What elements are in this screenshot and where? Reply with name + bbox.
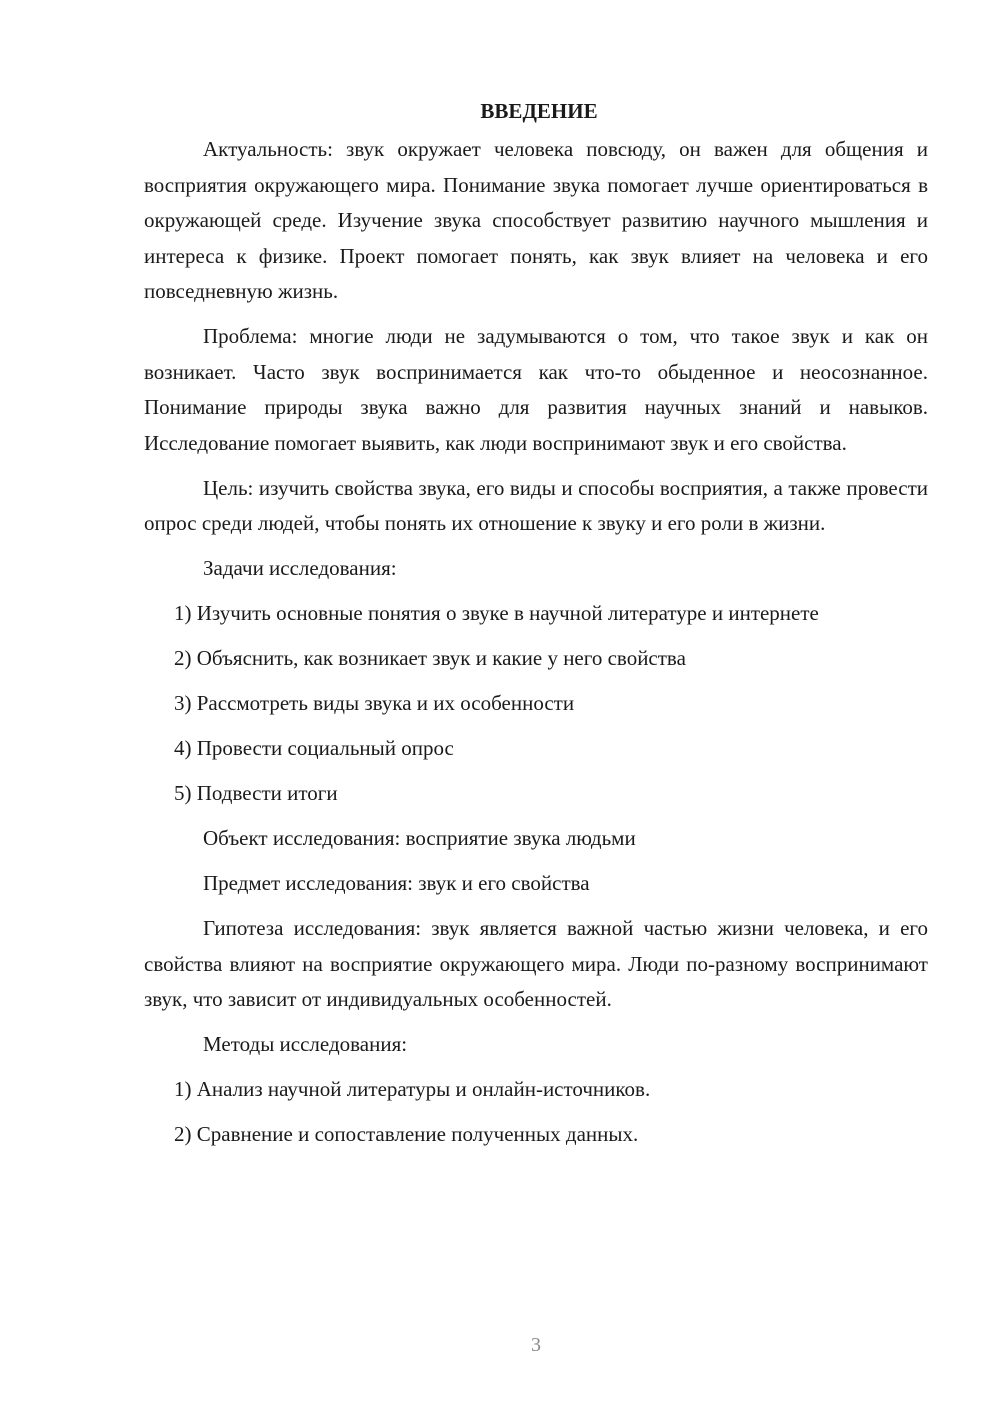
method-item-1: 1) Анализ научной литературы и онлайн-источников.	[174, 1077, 651, 1101]
task-item-2: 2) Объяснить, как возникает звук и какие у него свойства	[174, 646, 686, 670]
page-number: 3	[531, 1334, 541, 1356]
section-title: ВВЕДЕНИЕ	[480, 99, 598, 123]
tasks-heading: Задачи исследования:	[203, 556, 397, 580]
paragraph-goal: Цель: изучить свойства звука, его виды и способы восприятия, а также провести опрос среди людей, чтобы понять их отношение к звуку и его роли в жизни.	[144, 475, 928, 535]
task-item-4: 4) Провести социальный опрос	[174, 736, 454, 760]
task-item-1: 1) Изучить основные понятия о звуке в научной литературе и интернете	[174, 601, 819, 625]
document-body	[144, 96, 928, 1162]
methods-heading: Методы исследования:	[203, 1032, 408, 1056]
paragraph-subject: Предмет исследования: звук и его свойства	[203, 871, 590, 895]
paragraph-object: Объект исследования: восприятие звука людьми	[203, 826, 636, 850]
paragraph-problem: Проблема: многие люди не задумываются о том, что такое звук и как он возникает. Часто звук воспринимается как что-то обыденное и неосознанное. Понимание природы звука важно для развития научных знаний и навыков. Исследование помогает выявить, как люди воспринимают звук и его свойства.	[144, 324, 928, 455]
task-item-5: 5) Подвести итоги	[174, 781, 338, 805]
paragraph-relevance: Актуальность: звук окружает человека повсюду, он важен для общения и восприятия окружающего мира. Понимание звука помогает лучше ориентироваться в окружающей среде. Изучение звука способствует развитию научного мышления и интереса к физике. Проект помогает понять, как звук влияет на человека и его повседневную жизнь.	[144, 137, 928, 303]
method-item-2: 2) Сравнение и сопоставление полученных данных.	[174, 1122, 639, 1146]
task-item-3: 3) Рассмотреть виды звука и их особенности	[174, 691, 575, 715]
paragraph-hypothesis: Гипотеза исследования: звук является важной частью жизни человека, и его свойства влияют на восприятие окружающего мира. Люди по-разному воспринимают звук, что зависит от индивидуальных особенностей.	[144, 916, 928, 1011]
